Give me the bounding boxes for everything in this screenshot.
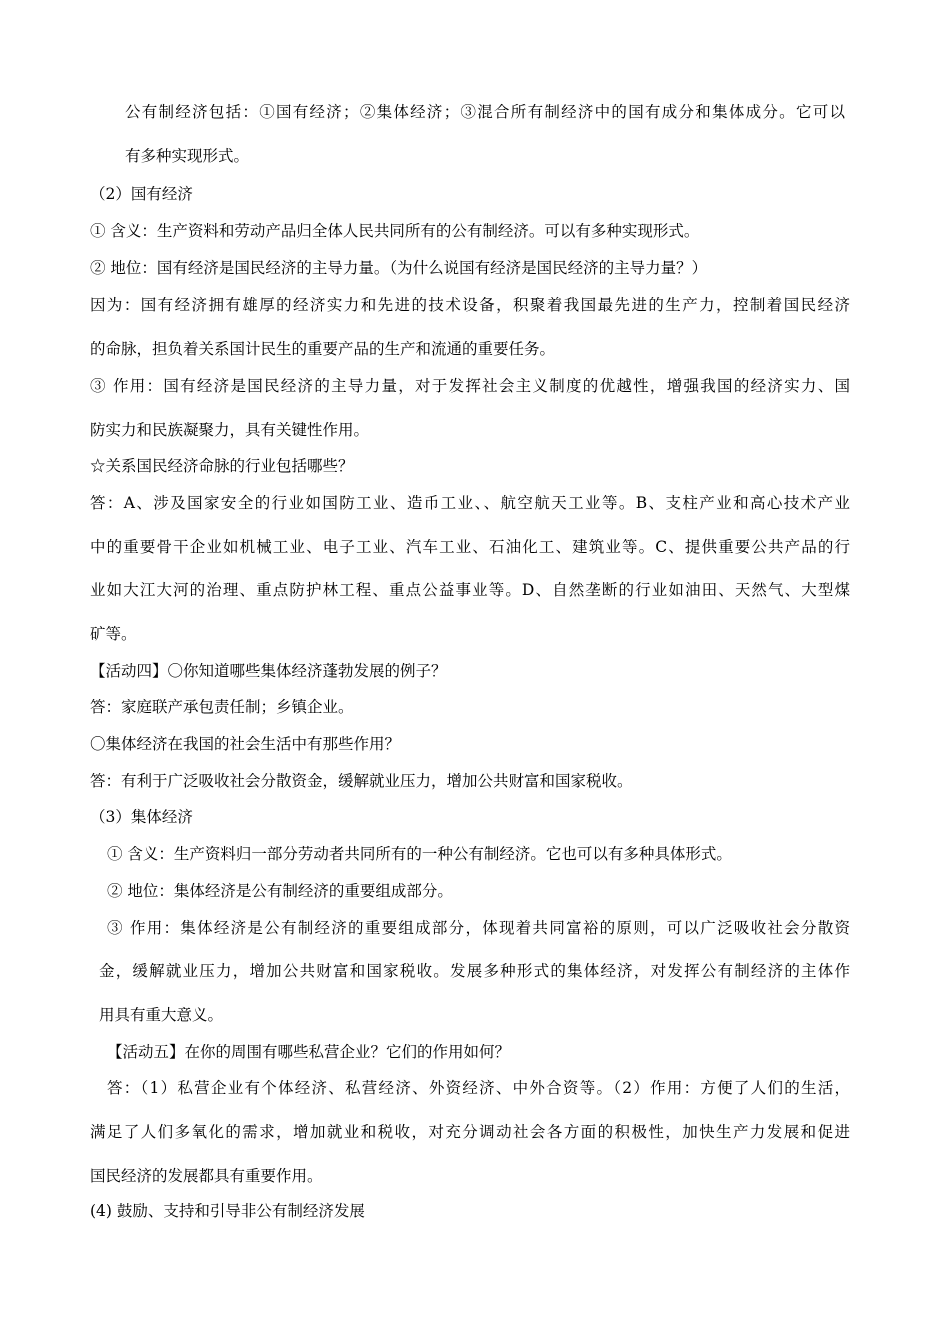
text-line: ① 含义：生产资料和劳动产品归全体人民共同所有的公有制经济。可以有多种实现形式。: [90, 222, 700, 240]
text-line: 因为：国有经济拥有雄厚的经济实力和先进的技术设备，积聚着我国最先进的生产力，控制着国民经济: [90, 296, 850, 314]
text-line: ③ 作用：集体经济是公有制经济的重要组成部分，体现着共同富裕的原则，可以广泛吸收社会分散资: [107, 919, 850, 937]
section-heading: （2）国有经济: [90, 185, 193, 203]
answer-line: 矿等。: [90, 625, 137, 643]
answer-line: 满足了人们多氧化的需求，增加就业和税收，对充分调动社会各方面的积极性，加快生产力发展和促进: [90, 1123, 850, 1141]
text-line: 金，缓解就业压力，增加公共财富和国家税收。发展多种形式的集体经济，对发挥公有制经济的主体作: [99, 962, 850, 980]
text-line: ② 地位：集体经济是公有制经济的重要组成部分。: [107, 882, 453, 900]
text-line: 防实力和民族凝聚力，具有关键性作用。: [90, 421, 370, 439]
answer-line: 答：有利于广泛吸收社会分散资金，缓解就业压力，增加公共财富和国家税收。: [90, 772, 633, 790]
text-line: 有多种实现形式。: [125, 147, 250, 165]
activity-heading: 【活动五】在你的周围有哪些私营企业？它们的作用如何？: [107, 1043, 511, 1061]
question-line: 〇集体经济在我国的社会生活中有那些作用？: [90, 735, 401, 753]
question-line: ☆关系国民经济命脉的行业包括哪些？: [90, 457, 354, 475]
answer-line: 中的重要骨干企业如机械工业、电子工业、汽车工业、石油化工、建筑业等。C、提供重要公共产品的行: [90, 538, 850, 556]
answer-line: 答：A、涉及国家安全的行业如国防工业、造币工业、、航空航天工业等。B、支柱产业和高心技术产业: [90, 494, 850, 512]
answer-line: 国民经济的发展都具有重要作用。: [90, 1167, 323, 1185]
text-line: ③ 作用：国有经济是国民经济的主导力量，对于发挥社会主义制度的优越性，增强我国的经济实力、国: [90, 377, 850, 395]
answer-line: 答：家庭联产承包责任制；乡镇企业。: [90, 698, 354, 716]
section-heading: （3）集体经济: [90, 808, 193, 826]
text-line: ① 含义：生产资料归一部分劳动者共同所有的一种公有制经济。它也可以有多种具体形式。: [107, 845, 732, 863]
answer-line: 业如大江大河的治理、重点防护林工程、重点公益事业等。D、自然垄断的行业如油田、天然气、大型煤: [90, 581, 850, 599]
text-line: ② 地位：国有经济是国民经济的主导力量。（为什么说国有经济是国民经济的主导力量？）: [90, 259, 708, 277]
activity-heading: 【活动四】〇你知道哪些集体经济蓬勃发展的例子？: [90, 662, 447, 680]
text-line: 公有制经济包括：①国有经济；②集体经济；③混合所有制经济中的国有成分和集体成分。它可以: [125, 103, 845, 121]
text-line: 的命脉，担负着关系国计民生的重要产品的生产和流通的重要任务。: [90, 340, 556, 358]
section-heading: (4) 鼓励、支持和引导非公有制经济发展: [90, 1202, 365, 1220]
text-line: 用具有重大意义。: [99, 1006, 224, 1024]
answer-line: 答：（1）私营企业有个体经济、私营经济、外资经济、中外合资等。（2）作用：方便了人们的生活，: [107, 1079, 850, 1097]
